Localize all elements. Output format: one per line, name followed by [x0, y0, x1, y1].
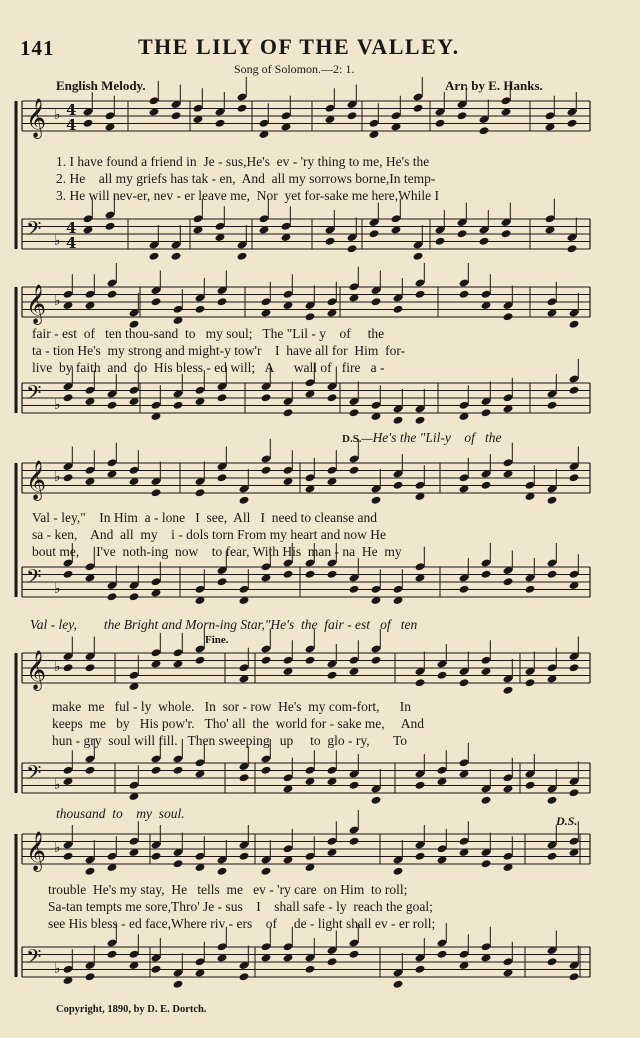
svg-text:4: 4 [66, 116, 77, 134]
lyric-line: Sa-tan tempts me sore,Thro' Je - sus I shall safe - ly reach the goal; [48, 899, 433, 914]
lyric-line: hun - gry soul will fill. Then sweeping up to glo - ry, To [52, 733, 408, 748]
lyric-line: sa - ken, And all my i - dols torn From my heart and now He [32, 527, 386, 542]
svg-text:𝄞: 𝄞 [26, 831, 47, 871]
hymn-title: THE LILY OF THE VALLEY. [138, 34, 460, 59]
svg-text:♭: ♭ [54, 469, 61, 485]
lyric-line: Val - ley," In Him a - lone I see, All I need to cleanse and [32, 510, 378, 525]
svg-text:4: 4 [66, 219, 77, 237]
svg-text:𝄢: 𝄢 [26, 761, 42, 789]
svg-text:𝄞: 𝄞 [26, 650, 47, 690]
svg-text:♭: ♭ [54, 397, 61, 413]
svg-text:𝄢: 𝄢 [26, 945, 42, 973]
lyric-line: keeps me by His pow'r. Tho' all the world for - sake me, And [52, 716, 425, 731]
lyric-line: trouble He's my stay, He tells me ev - 'ry care on Him to roll; [48, 882, 408, 897]
hymn-number: 141 [20, 36, 55, 60]
ds-lyric [342, 430, 501, 446]
lyric-line: bout me, I've noth-ing now to fear, With His man - na He my [32, 544, 402, 559]
ds-lyric: Val - ley, the Bright and Morn-ing Star,"He's the fair - est of ten [30, 617, 418, 632]
scripture-reference: Song of Solomon.—2: 1. [234, 62, 355, 76]
lyric-line: 1. I have found a friend in Je - sus,He's ev - 'ry thing to me, He's the [56, 154, 430, 169]
svg-text:♭: ♭ [54, 961, 61, 977]
lyric-line: 3. He will nev-er, nev - er leave me, Nor yet for-sake me here,While I [56, 188, 440, 203]
ds-lyric: thousand to my soul. [56, 806, 185, 821]
svg-text:♭: ♭ [54, 777, 61, 793]
svg-text:4: 4 [66, 234, 77, 252]
svg-text:♭: ♭ [54, 840, 61, 856]
svg-text:♭: ♭ [54, 581, 61, 597]
svg-text:♭: ♭ [54, 107, 61, 123]
copyright-notice: Copyright, 1890, by D. E. Dortch. [56, 1004, 207, 1015]
svg-text:♭: ♭ [54, 659, 61, 675]
svg-text:4: 4 [66, 101, 77, 119]
fine-mark: Fine. [205, 634, 229, 646]
lyric-line: make me ful - ly whole. In sor - row He's my com-fort, In [52, 699, 411, 714]
svg-text:𝄢: 𝄢 [26, 217, 42, 245]
svg-text:𝄞: 𝄞 [26, 98, 47, 138]
svg-text:♭: ♭ [54, 293, 61, 309]
svg-text:♭: ♭ [54, 233, 61, 249]
svg-text:𝄞: 𝄞 [26, 460, 47, 500]
ds-lyric-text: He's the "Lil-y of the [372, 430, 502, 445]
svg-text:𝄢: 𝄢 [26, 565, 42, 593]
arranger-credit: Arr. by E. Hanks. [445, 78, 543, 93]
lyric-line: see His bless - ed face,Where riv - ers of de - light shall ev - er roll; [48, 916, 436, 931]
lyric-line: fair - est of ten thou-sand to my soul; The "Lil - y of the [32, 326, 385, 341]
svg-text:𝄢: 𝄢 [26, 381, 42, 409]
ds-label: D.S.— [342, 433, 373, 445]
lyric-line: live by faith and do His bless - ed will; A wall of fire a - [32, 360, 385, 375]
svg-text:𝄞: 𝄞 [26, 284, 47, 324]
melody-credit: English Melody. [56, 78, 146, 93]
lyric-line: ta - tion He's my strong and might-y tow'r I have all for Him for- [32, 343, 406, 358]
lyric-line: 2. He all my griefs has tak - en, And all my sorrows borne,In temp- [56, 171, 436, 186]
ds-end-mark: D.S. [556, 814, 578, 828]
